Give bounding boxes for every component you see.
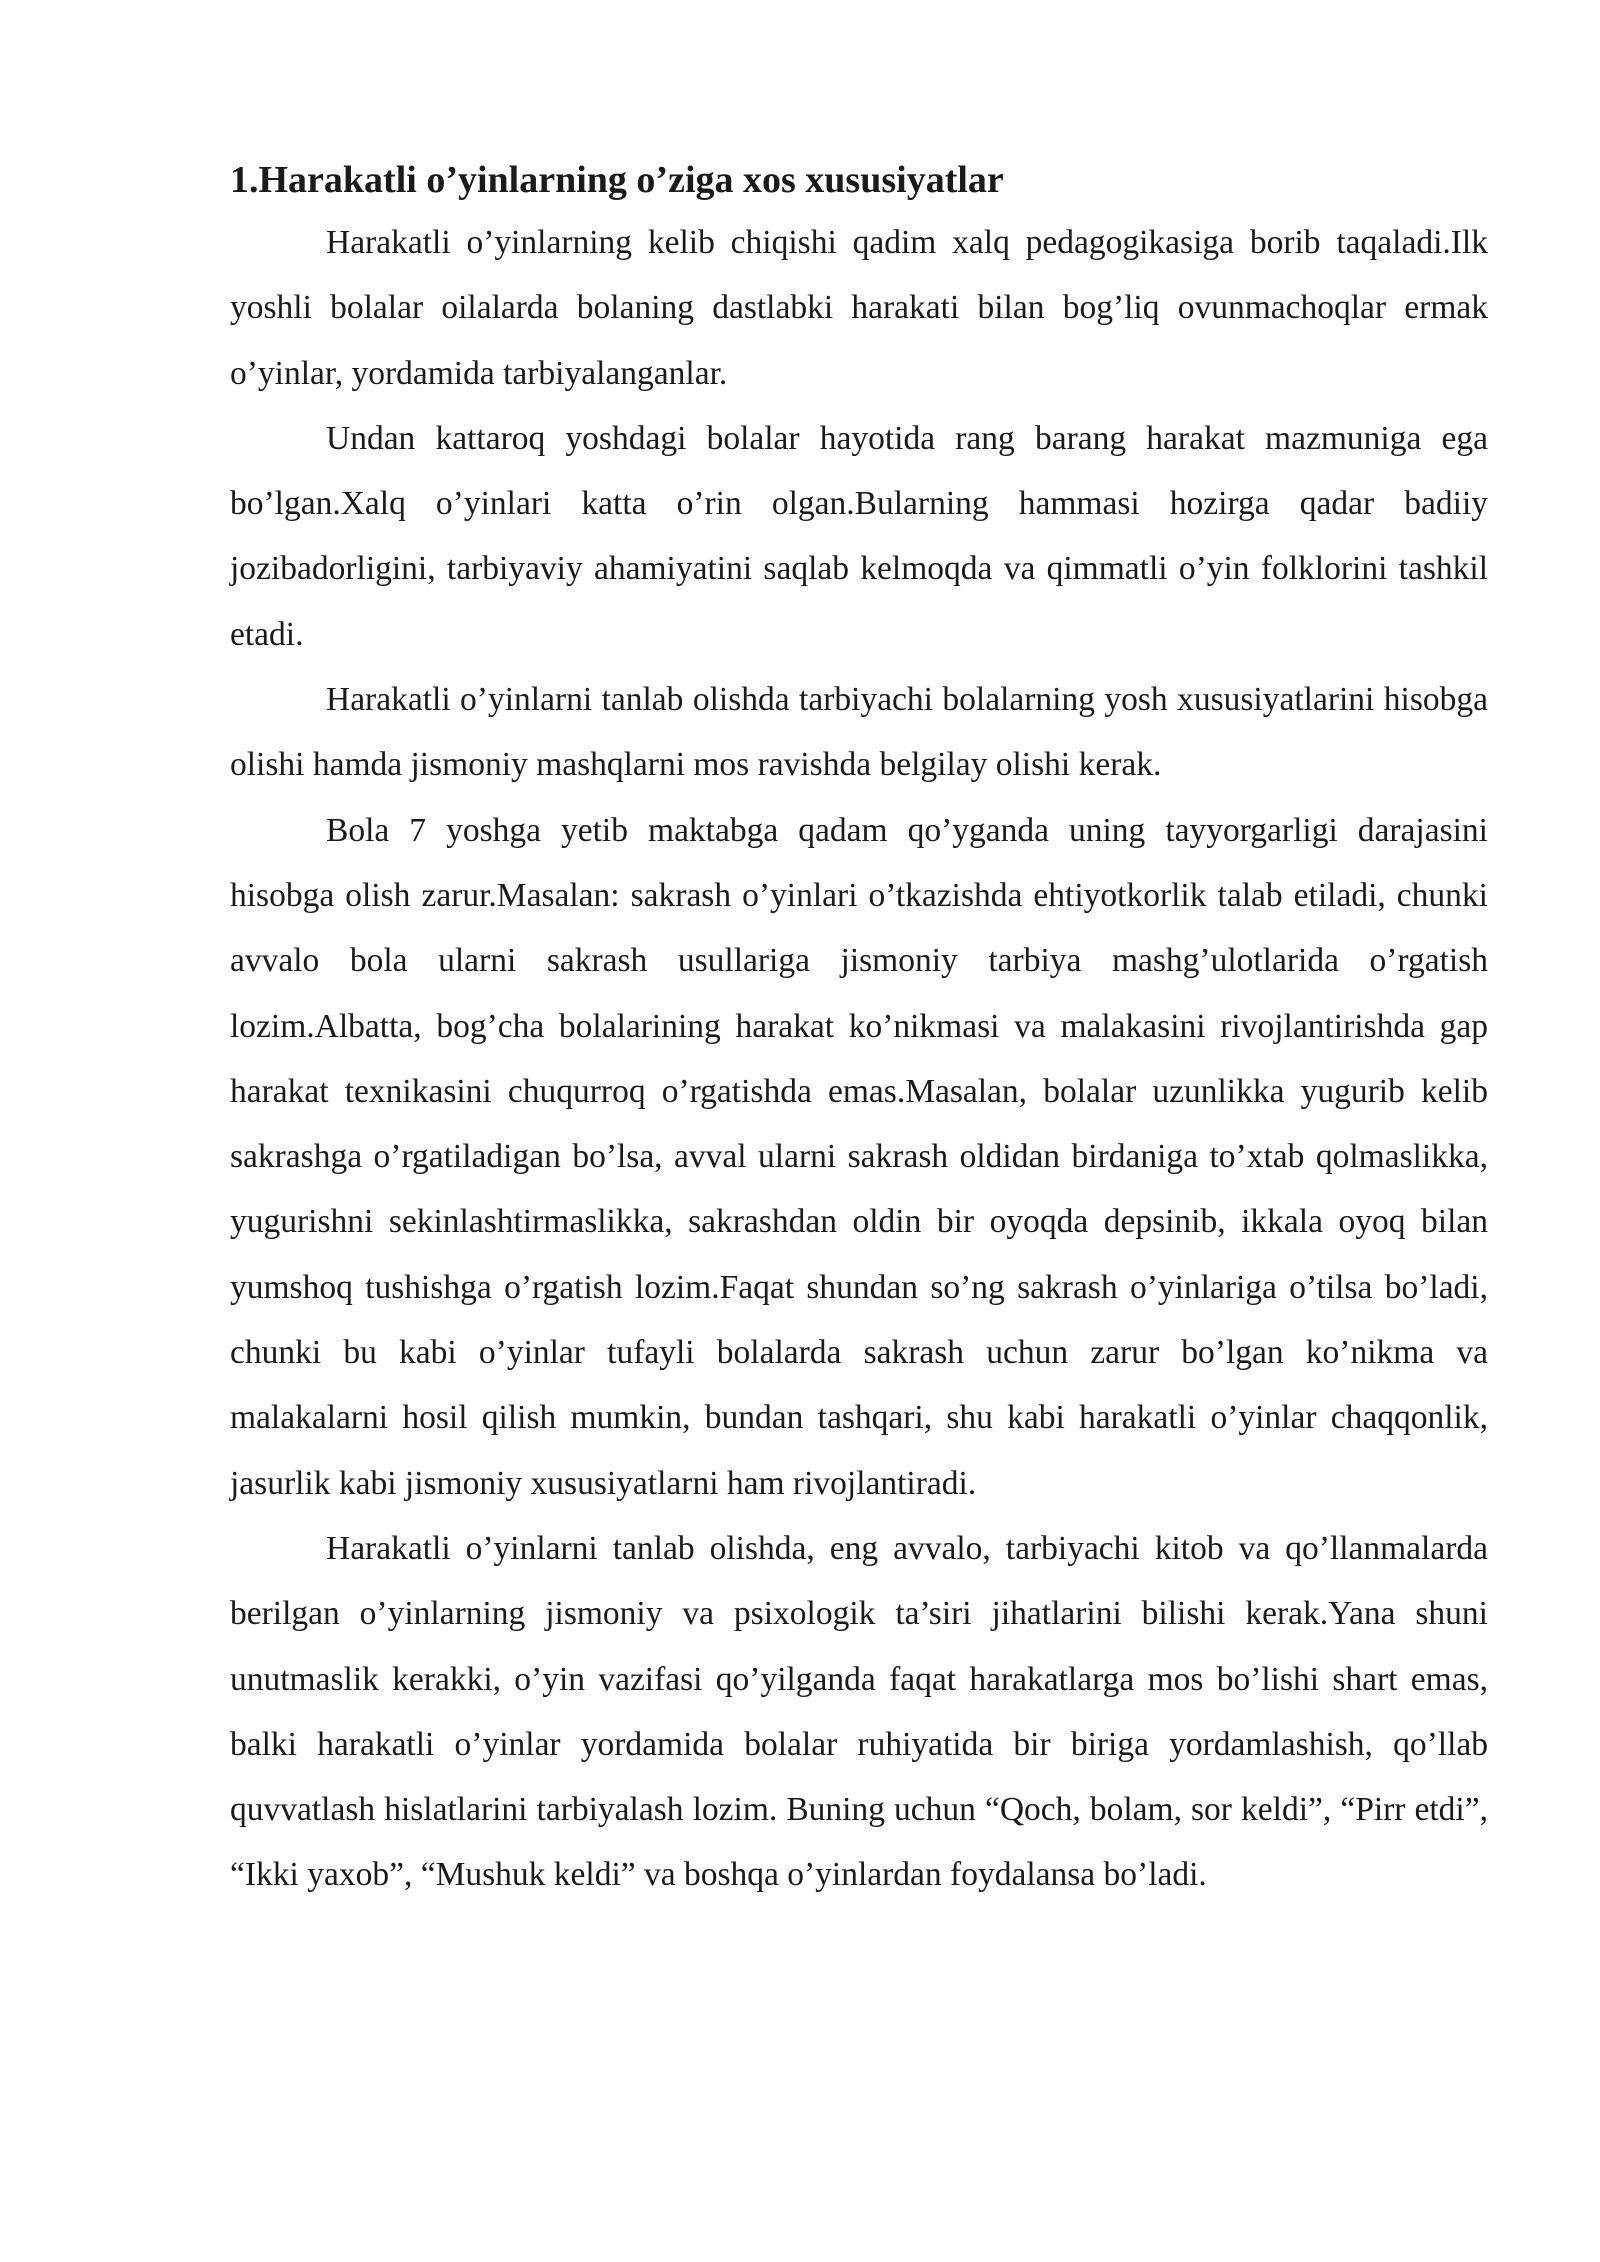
paragraph-origin: Harakatli o’yinlarning kelib chiqishi qadim xalq pedagogikasiga borib taqaladi.Ilk yoshli bolalar oilalarda bolaning dastlabki harakati bilan bog’liq ovunmachoqlar ermak o’yinlar, yordamida tarbiyalanganlar. bbox=[230, 224, 1488, 392]
paragraph-jumping-games: Bola 7 yoshga yetib maktabga qadam qo’yganda uning tayyorgarligi darajasini hisobga olish zarur.Masalan: sakrash o’yinlari o’tkazishda ehtiyotkorlik talab etiladi, chunki avvalo bola ularni sakrash usullariga jismoniy tarbiya mashg’ulotlarida o’rgatish lozim.Albatta, bog’cha bolalarining harakat ko’nikmasi va malakasini rivojlantirishda gap harakat texnikasini chuqurroq o’rgatishda emas.Masalan, bolalar uzunlikka yugurib kelib sakrashga o’rgatiladigan bo’lsa, avval ularni sakrash oldidan birdaniga to’xtab qolmaslikka, yugurishni sekinlashtirmaslikka, sakrashdan oldin bir oyoqda depsinib, ikkala oyoq bilan yumshoq tushishga o’rgatish lozim.Faqat shundan so’ng sakrash o’yinlariga o’tilsa bo’ladi, chunki bu kabi o’yinlar tufayli bolalarda sakrash uchun zarur bo’lgan ko’nikma va malakalarni hosil qilish mumkin, bundan tashqari, shu kabi harakatli o’yinlar chaqqonlik, jasurlik kabi jismoniy xususiyatlarni ham rivojlantiradi. bbox=[230, 811, 1488, 1502]
paragraph-folk-games: Undan kattaroq yoshdagi bolalar hayotida rang barang harakat mazmuniga ega bo’lgan.Xalq o’yinlari katta o’rin olgan.Bularning hammasi hozirga qadar badiiy jozibadorligini, tarbiyaviy ahamiyatini saqlab kelmoqda va qimmatli o’yin folklorini tashkil etadi. bbox=[230, 419, 1488, 653]
section-heading: 1.Harakatli o’yinlarning o’ziga xos xususiyatlar bbox=[230, 159, 1004, 201]
paragraph-psychology: Harakatli o’yinlarni tanlab olishda, eng avvalo, tarbiyachi kitob va qo’llanmalarda berilgan o’yinlarning jismoniy va psixologik ta’siri jihatlarini bilishi kerak.Yana shuni unutmaslik kerakki, o’yin vazifasi qo’yilganda faqat harakatlarga mos bo’lishi shart emas, balki harakatli o’yinlar yordamida bolalar ruhiyatida bir biriga yordamlashish, qo’llab quvvatlash hislatlarini tarbiyalash lozim. Buning uchun “Qoch, bolam, sor keldi”, “Pirr etdi”, “Ikki yaxob”, “Mushuk keldi” va boshqa o’yinlardan foydalansa bo’ladi. bbox=[230, 1529, 1488, 1894]
paragraph-selection: Harakatli o’yinlarni tanlab olishda tarbiyachi bolalarning yosh xususiyatlarini hisobga olishi hamda jismoniy mashqlarni mos ravishda belgilay olishi kerak. bbox=[230, 681, 1488, 784]
document-body bbox=[230, 150, 1488, 1908]
